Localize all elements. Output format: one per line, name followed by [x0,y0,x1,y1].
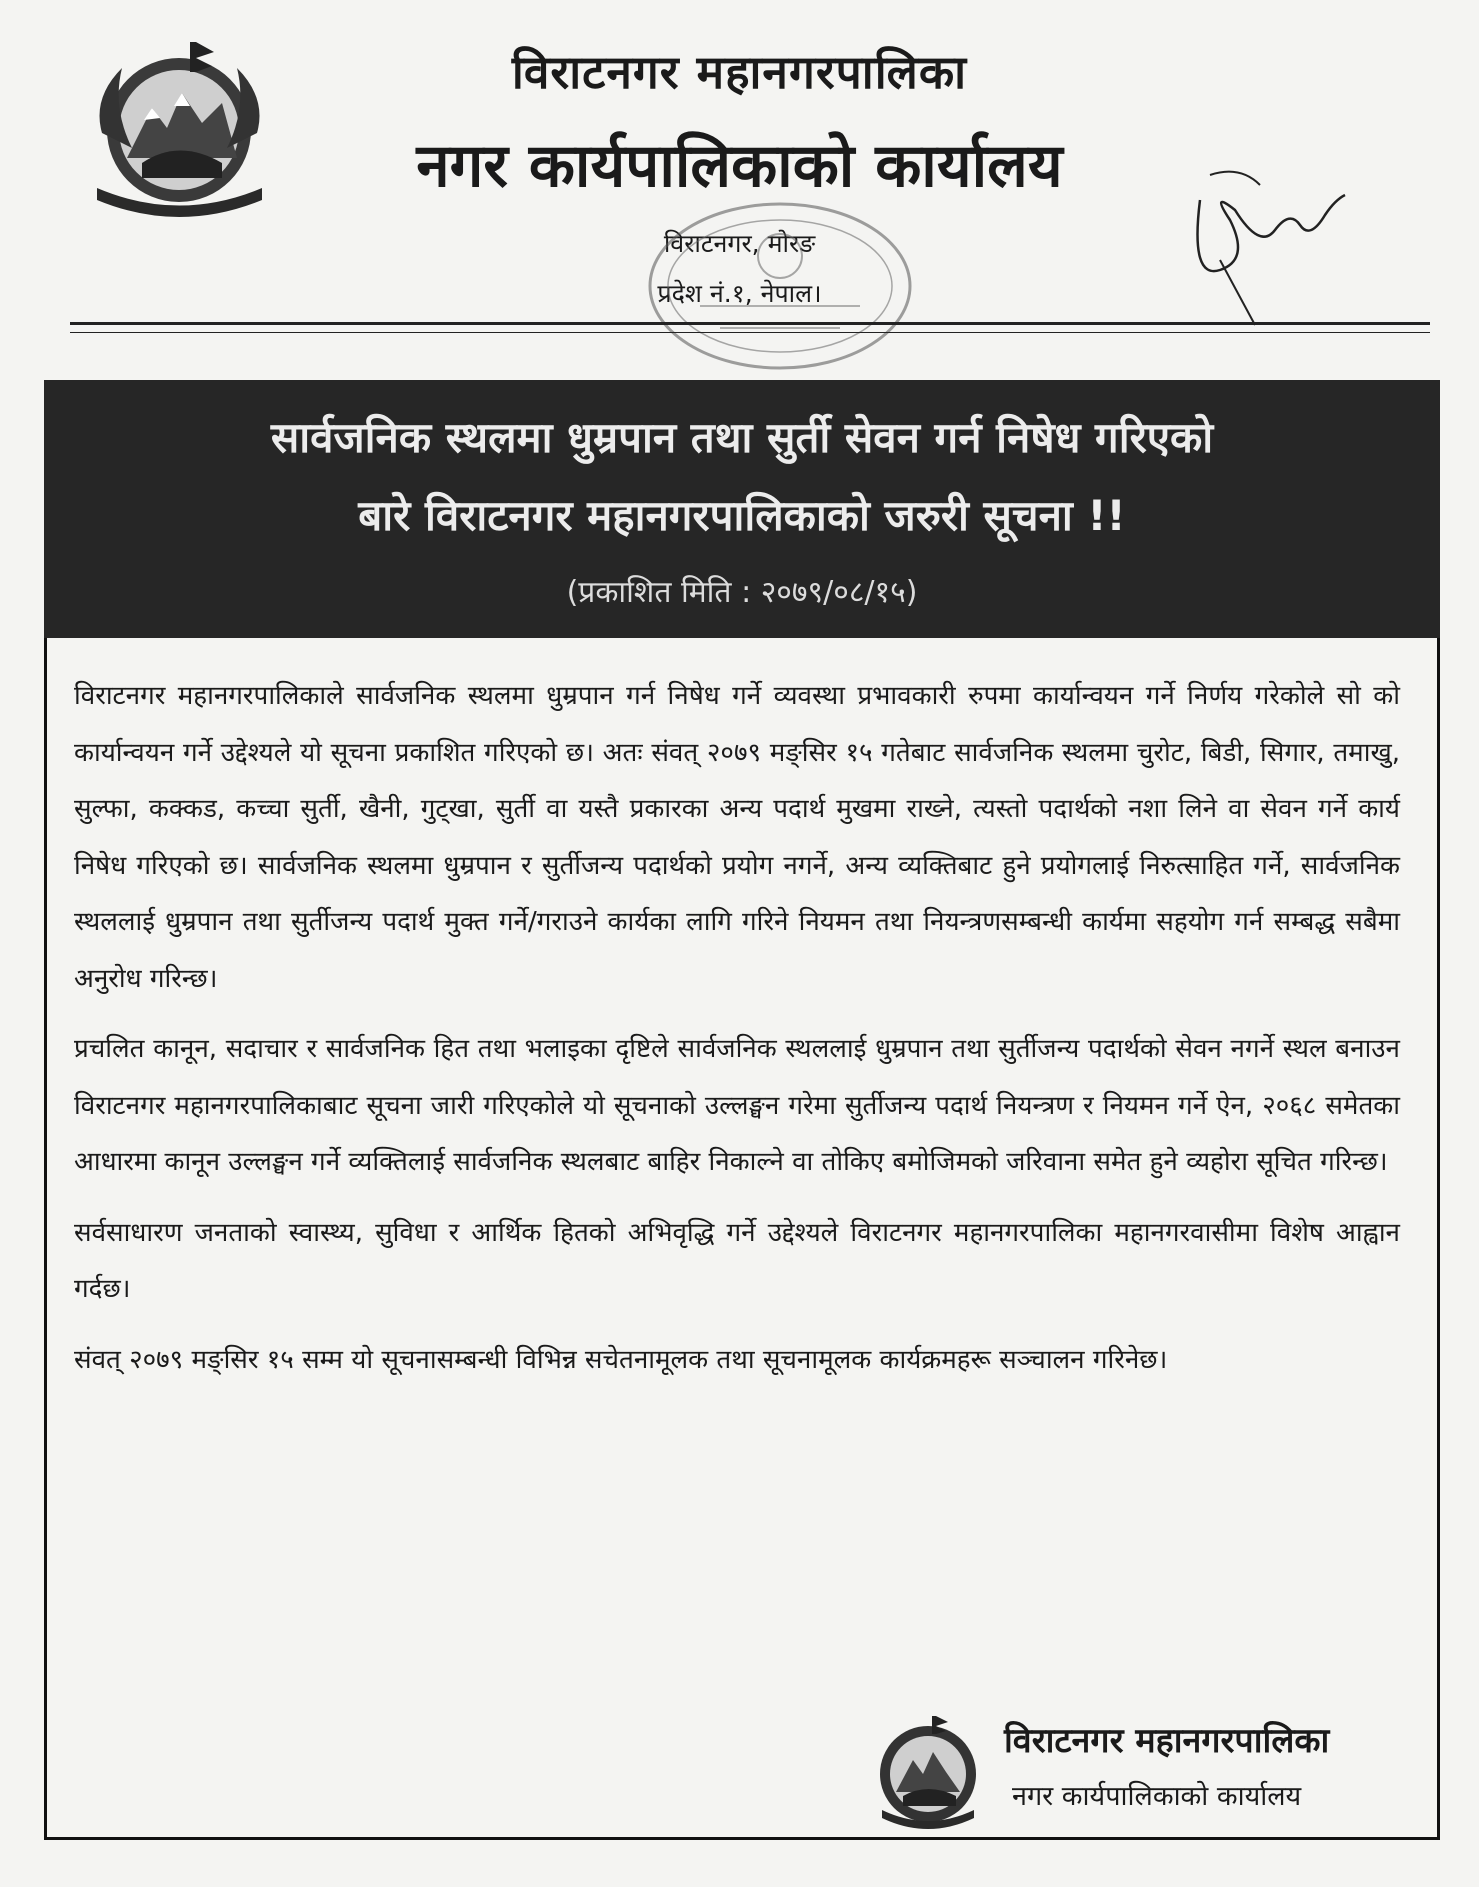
notice-paragraph-3: सर्वसाधारण जनताको स्वास्थ्य, सुविधा र आर्थिक हितको अभिवृद्धि गर्ने उद्देश्यले विराटनगर महानगरपालिका महानगरवासीमा विशेष आह्वान गर्दछ। [74,1217,1400,1304]
header-address-line2: प्रदेश नं.१, नेपाल। [657,279,822,308]
publication-date: (प्रकाशित मिति : २०७९/०८/१५) [566,575,918,610]
notice-title-line2: बारे विराटनगर महानगरपालिकाको जरुरी सूचना !! [358,491,1126,540]
notice-paragraph-1: विराटनगर महानगरपालिकाले सार्वजनिक स्थलमा धुम्रपान गर्न निषेध गर्ने व्यवस्था प्रभावकारी रुपमा कार्यान्वयन गर्ने निर्णय गरेकोले सो को कार्यान्वयन गर्ने उद्देश्यले यो सूचना प्रकाशित गरिएको छ। अतः संवत् २०७९ मङ्सिर १५ गतेबाट सार्वजनिक स्थलमा चुरोट, बिडी, सिगार, तमाखु, सुल्फा, कक्कड, कच्चा सुर्ती, खैनी, गुट्खा, सुर्ती वा यस्तै प्रकारका अन्य पदार्थ मुखमा राख्ने, त्यस्तो पदार्थको नशा लिने वा सेवन गर्ने कार्य निषेध गरिएको छ। सार्वजनिक स्थलमा धुम्रपान र सुर्तीजन्य पदार्थको प्रयोग नगर्ने, अन्य व्यक्तिबाट हुने प्रयोगलाई निरुत्साहित गर्ने, सार्वजनिक स्थललाई धुम्रपान तथा सुर्तीजन्य पदार्थ मुक्त गर्ने/गराउने कार्यका लागि गरिने नियमन तथा नियन्त्रणसम्बन्धी कार्यमा सहयोग गर्न सम्बद्ध सबैमा अनुरोध गरिन्छ। [74,681,1400,994]
header-rule-thick [70,322,1430,325]
signature-municipality: विराटनगर महानगरपालिका [1004,1721,1330,1761]
notice-paragraph-2: प्रचलित कानून, सदाचार र सार्वजनिक हित तथा भलाइका दृष्टिले सार्वजनिक स्थललाई धुम्रपान तथा सुर्तीजन्य पदार्थको सेवन नगर्ने स्थल बनाउन विराटनगर महानगरपालिकाबाट सूचना जारी गरिएकोले यो सूचनाको उल्लङ्घन गरेमा सुर्तीजन्य पदार्थ नियन्त्रण र नियमन गर्ने ऐन, २०६८ समेतका आधारमा कानून उल्लङ्घन गर्ने व्यक्तिलाई सार्वजनिक स्थलबाट बाहिर निकाल्ने वा तोकिए बमोजिमको जरिवाना समेत हुने व्यहोरा सूचित गरिन्छ। [74,1034,1400,1177]
government-emblem-small-icon [868,1712,988,1830]
notice-title-line1: सार्वजनिक स्थलमा धुम्रपान तथा सुर्ती सेवन गर्न निषेध गरिएको [270,413,1214,462]
signature-office: नगर कार्यपालिकाको कार्यालय [1012,1781,1302,1812]
office-stamp [640,196,920,376]
notice-title-band [44,380,1440,638]
handwritten-signature [1180,160,1360,330]
header-address-line1: विराटनगर, मोरङ [663,229,816,258]
notice-paragraph-4: संवत् २०७९ मङ्सिर १५ सम्म यो सूचनासम्बन्धी विभिन्न सचेतनामूलक तथा सूचनामूलक कार्यक्रमहरू सञ्चालन गरिनेछ। [74,1344,1168,1375]
government-emblem-icon [72,38,287,228]
header-municipality: विराटनगर महानगरपालिका [511,45,968,99]
header-rule-thin [70,332,1430,333]
notice-body [74,668,1400,1402]
header-office: नगर कार्यपालिकाको कार्यालय [416,131,1063,201]
